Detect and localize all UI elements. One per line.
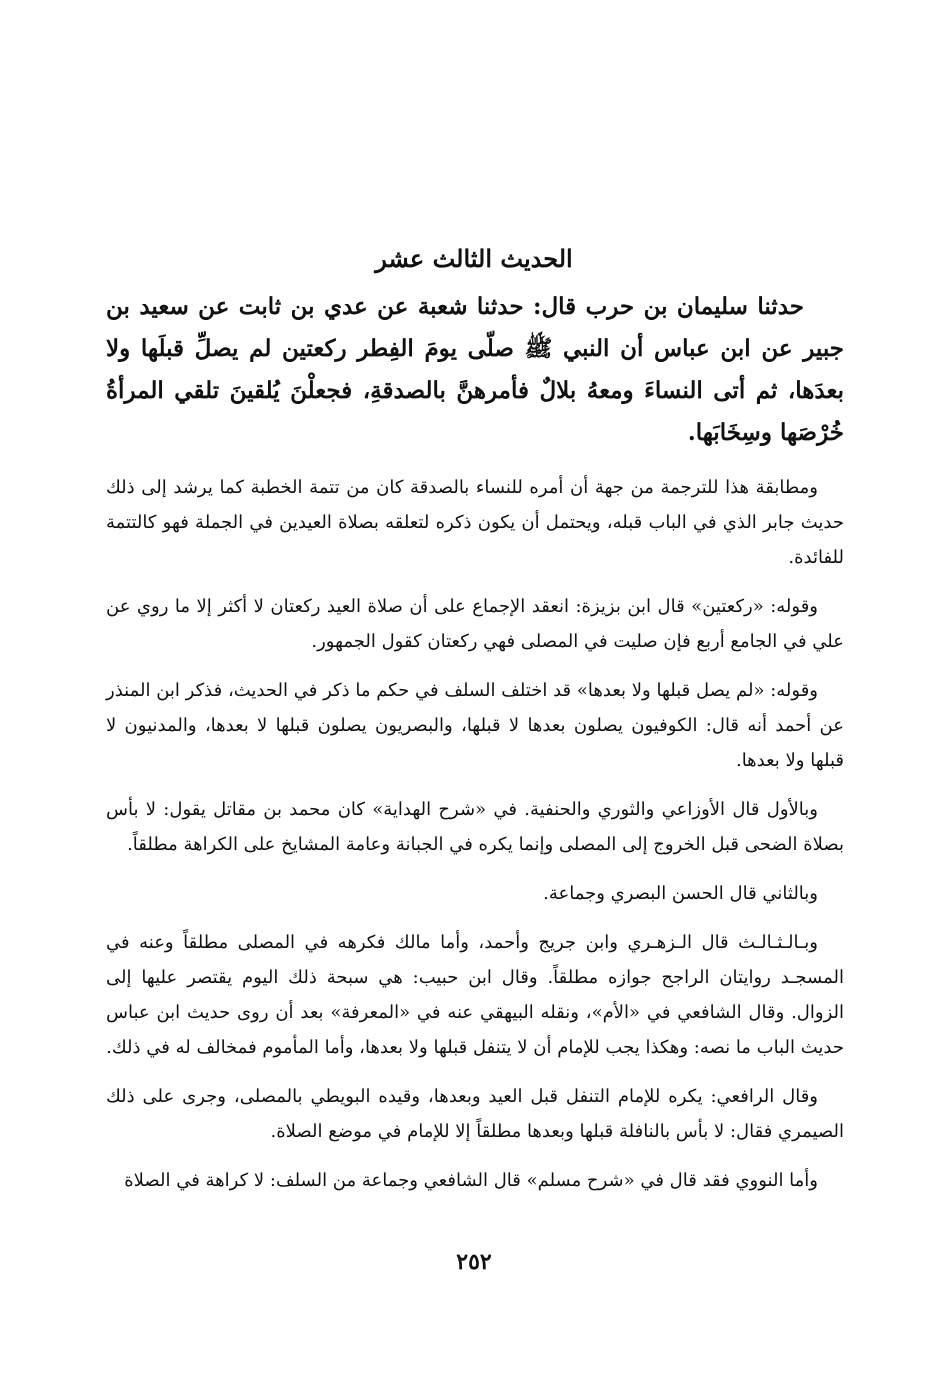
commentary-paragraph-6: وبـالـثـالـث قال الـزهـري وابن جريج وأحمد، وأما مالك فكرهه في المصلى مطلقاً وعنه في المسجـد روايتان الراجح جوازه مطلقاً. وقال ابن حبيب: هي سبحة ذلك اليوم يقتصر عليها إلى الزوال. وقال الشافعي في «الأم»، ونقله البيهقي عنه في «المعرفة» بعد أن روى حديث ابن عباس حديث الباب ما نصه: وهكذا يجب للإمام أن لا يتنفل قبلها ولا بعدها، وأما المأموم فمخالف له في ذلك. [106, 932, 844, 1058]
page-number: ٢٥٢ [456, 1249, 492, 1275]
page-body [106, 286, 844, 1212]
commentary-paragraph-8: وأما النووي فقد قال في «شرح مسلم» قال الشافعي وجماعة من السلف: لا كراهة في الصلاة [124, 1170, 818, 1191]
commentary-paragraph-4: وبالأول قال الأوزاعي والثوري والحنفية. في «شرح الهداية» كان محمد بن مقاتل يقول: لا بأس بصلاة الضحى قبل الخروج إلى المصلى وإنما يكره في الجبانة وعامة المشايخ على الكراهة مطلقاً. [106, 799, 844, 855]
section-heading: الحديث الثالث عشر [375, 244, 573, 273]
commentary-paragraph-2: وقوله: «ركعتين» قال ابن بزيزة: انعقد الإجماع على أن صلاة العيد ركعتان لا أكثر إلا ما روي عن علي في الجامع أربع فإن صليت في المصلى فهي ركعتان كقول الجمهور. [106, 596, 844, 652]
commentary-paragraph-3: وقوله: «لم يصل قبلها ولا بعدها» قد اختلف السلف في حكم ما ذكر في الحديث، فذكر ابن المنذر عن أحمد أنه قال: الكوفيون يصلون بعدها لا قبلها، والبصريون يصلون قبلها لا بعدها، والمدنيون لا قبلها ولا بعدها. [106, 680, 844, 771]
hadith-text: حدثنا سليمان بن حرب قال: حدثنا شعبة عن عدي بن ثابت عن سعيد بن جبير عن ابن عباس أن النبي ﷺ صلّى يومَ الفِطر ركعتين لم يصلِّ قبلَها ولا بعدَها، ثم أتى النساءَ ومعهُ بلالٌ فأمرهنَّ بالصدقةِ، فجعلْنَ يُلقينَ تلقي المرأةُ خُرْصَها وسِخَابَها. [106, 293, 844, 446]
commentary-paragraph-1: ومطابقة هذا للترجمة من جهة أن أمره للنساء بالصدقة كان من تتمة الخطبة كما يرشد إلى ذلك حديث جابر الذي في الباب قبله، ويحتمل أن يكون ذكره لتعلقه بصلاة العيدين في الجملة فهو كالتتمة للفائدة. [106, 477, 844, 568]
commentary-paragraph-7: وقال الرافعي: يكره للإمام التنفل قبل العيد وبعدها، وقيده البويطي بالمصلى، وجرى على ذلك الصيمري فقال: لا بأس بالنافلة قبلها وبعدها مطلقاً إلا للإمام في موضع الصلاة. [106, 1086, 844, 1142]
commentary-paragraph-5: وبالثاني قال الحسن البصري وجماعة. [543, 883, 818, 904]
